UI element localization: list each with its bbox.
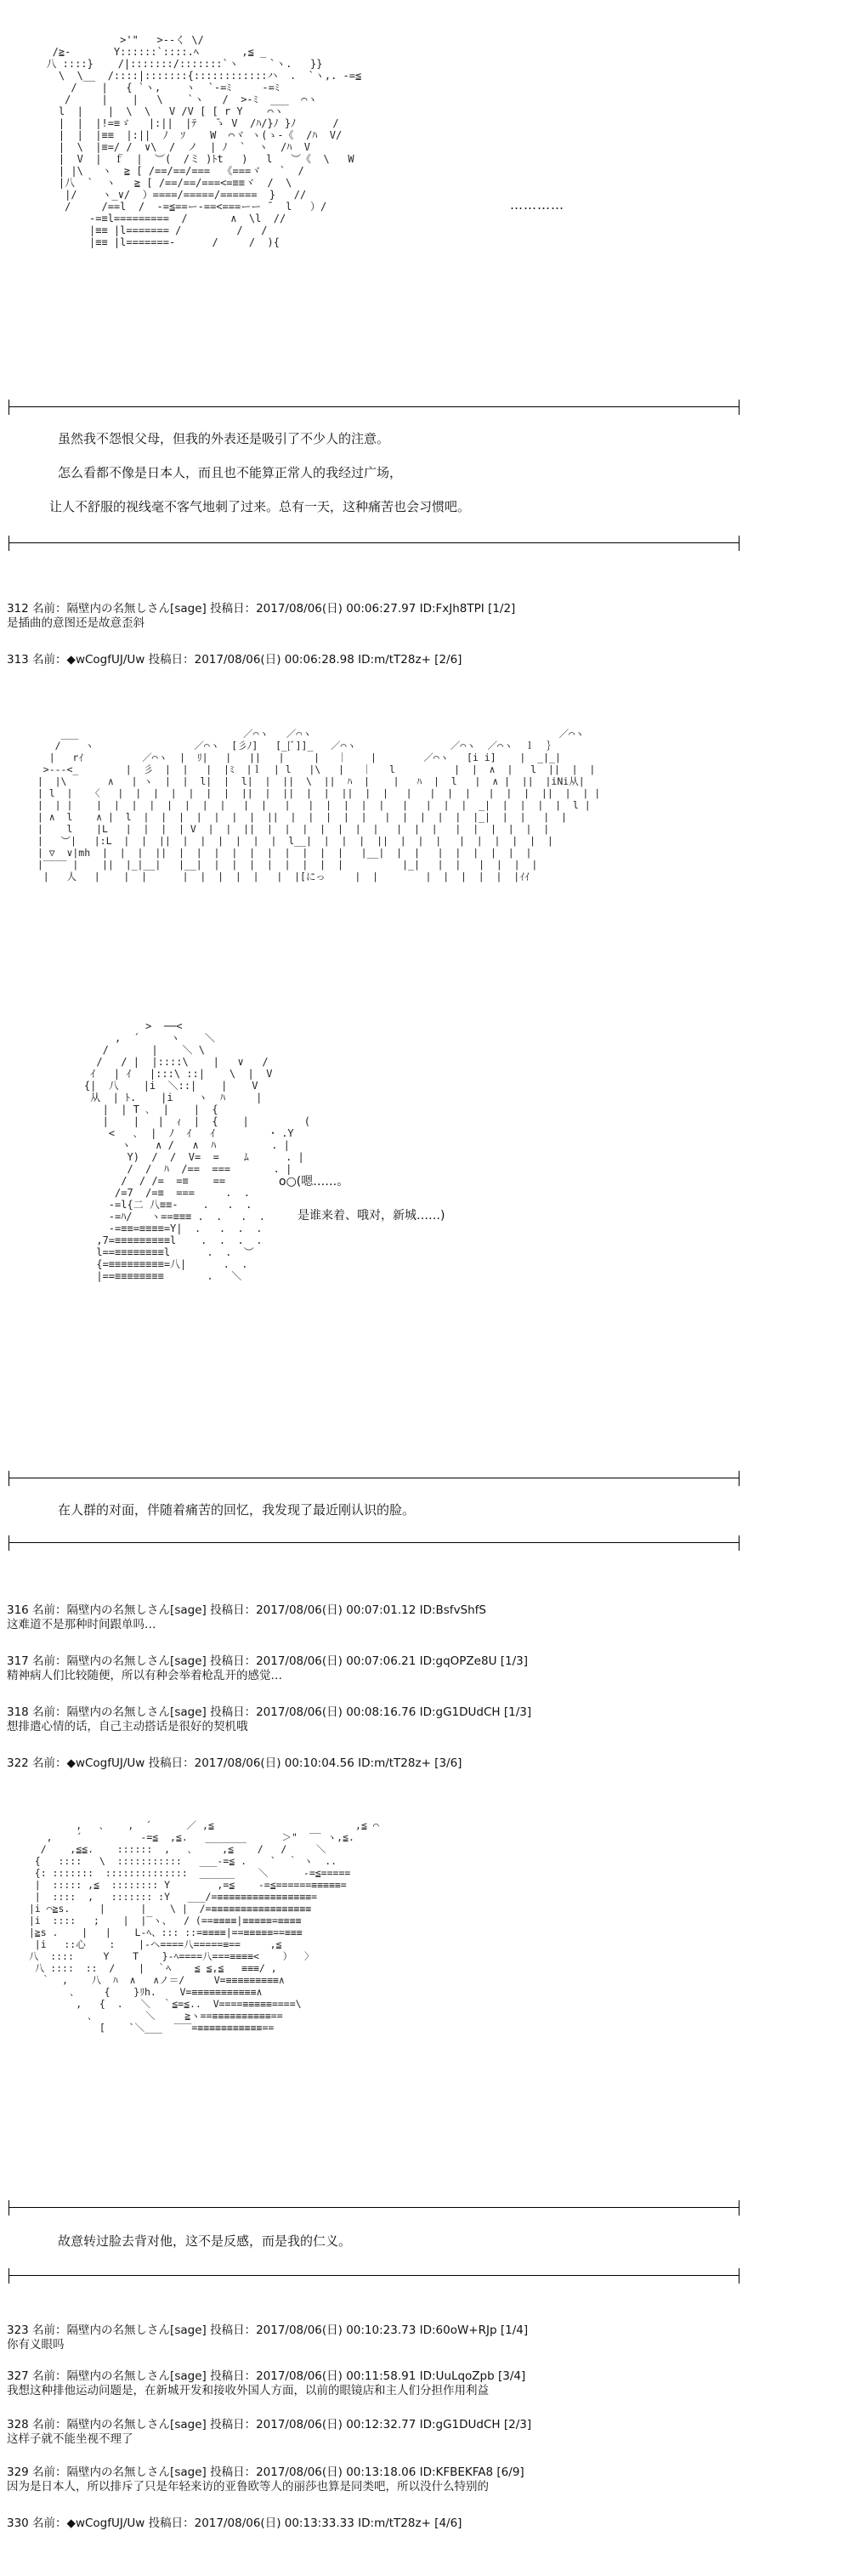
- post-header: 322 名前：◆wCogfUJ/Uw 投稿日：2017/08/06(日) 00:10:04.56 ID:m/tT28z+ [3/6]: [7, 1756, 462, 1770]
- forum-post: [7, 1654, 755, 1683]
- narration-line: 怎么看都不像是日本人，而且也不能算正常人的我经过广场，: [58, 465, 403, 480]
- post-body: 你有义眼吗: [7, 2338, 65, 2352]
- ascii-art-scene-1: >'" >--く \/ /≧- Y::::::`::::.ﾍ ,≦ _ 八 ::::} /|:::::::/:::::::`ヽ `ヽ. }} \ \__ /::::|:::::::{::::::::::::ハ . `ヽ,. -=≦ / | { `ヽ, ヽ `-=ﾐ -=ﾐ / | | \ `ヽ / >-ﾐ ___ ⌒ヽ l | | \ \ V /V [ [ r Y ⌒ヽ | | |!=≡ゞ |:|| |ﾃ ̄ゝ V /ﾊ/}ﾉ }ﾉ / | | |≡≡ |:|| ﾉ ｿ W ⌒ヾ ヽ(ゝ-《 /ﾊ V/ | \ |≡=/ / ∨\ / ノ | ﾉ ` ヽ /ﾊ V | V | ｆ | ︶( /ミ )ﾄt ) l ︶《 \ W | |\ ヽ ≧ [ /==/==/=== 《===ヾ ` / |八 ` ヽ ≧ [ /==/==/===<=≡≡ヾ / \ |/ ヽ_∨/ ）====/=====/====== } // / /==l / -=≦==ー-==<===ーー ̄ l ）/ -=≡l========= / ∧ \l // |≡≡ |l======= / / / |≡≡ |l=======- / / ){: [46, 34, 362, 248]
- narration-line: 让人不舒服的视线毫不客气地刺了过来。总有一天，这种痛苦也会习惯吧。: [49, 499, 471, 514]
- narration-line: 故意转过脸去背对他，这不是反感，而是我的仁义。: [58, 2233, 352, 2249]
- post-header: 318 名前：隔壁内の名無しさん[sage] 投稿日：2017/08/06(日) 00:08:16.76 ID:gG1DUdCH [1/3]: [7, 1705, 532, 1719]
- post-body: 我想这种排他运动问题是，在新城开发和接收外国人方面，以前的眼镜店和主人们分担作用利益: [7, 2384, 489, 2397]
- post-body: 因为是日本人，所以排斥了只是年轻来访的亚鲁欧等人的丽莎也算是同类吧，所以没什么特别的: [7, 2480, 489, 2494]
- ascii-art-scene-2: > ──< , ´ ヽ ＼ / | ＼ \ / / | |::::\ | ∨ / ｲ | ｲ |:::\ ::| \ | V {| 八 |i ＼::| | V 从 | ﾄ. |i ヽ ﾊ | | | T ､ | | { | | | ｨ | { | ( < ､ | ﾉ ｲ ｲ ･ .Y ヽ ∧ / ∧ ﾊ . | Y) / / V= = ﾑ . | / / ﾊ /== === . | / / /= =≡ == /=7 /=≡ === . . -=l{二 八≡≡- . . . -=ﾊ/ ヽ==≡≡≡ . . . . -=≡≡=≡≡≡≡=Y| . . . . ,7=≡≡≡≡≡≡≡≡≡l . . . . l==≡≡≡≡≡≡≡≡l . . ︶ {=≡≡≡≡≡≡≡≡≡=八| . . |==≡≡≡≡≡≡≡≡ . ＼: [83, 1020, 310, 1282]
- forum-post: [7, 1756, 755, 1771]
- post-body: 这样子就不能坐视不理了: [7, 2432, 133, 2446]
- post-body: 精神病人们比较随便，所以有种会举着枪乱开的感觉…: [7, 1669, 282, 1682]
- post-body: 是插曲的意图还是故意歪斜: [7, 616, 144, 630]
- ascii-art-crowd: ___ ／⌒ヽ ／⌒ヽ ／⌒ヽ / ヽ ／⌒ヽ [彡ﾉ] [_[ﾞ]]_ ／⌒ヽ ／⌒ヽ ／⌒ヽ ｌ ｝ | rｲ ／⌒ヽ | ﾘ| | || | | ｜ | ／⌒ヽ [i i] | _|_| >---<_ | 彡 | | | |ﾐ |ｌ | l |\ | ｜ l | | ∧ | l || | | | |\ ∧ | ヽ | | l| | l| | || \ || ﾊ | | ﾊ | l | ∧ | || |iNi从| | l | 〈 | | | | | | | || | || | | || | | | | | | | | | || | | | | | | | | | | | | | | | | | | | | | | | | | | _| | | | | l | | ∧ l ∧ | l | | | | | | | || | | | | | | | | | | |_| | | | | | l |L | | | | V | | || | | | | | | | | | | | | | | | | | ︶| |:L | | || | | | | | | l__| | | | || | | | | | | | | | | ▽ ∨|mh | | | || | | | | | | | | | | |__| | | | | | | | | |‾‾‾‾ | || |_|__| |__| | | | | | | | | |_| | | | | | | | 人 | | | | | | | | | |[にっ | | | | | | | |ｲｲ: [37, 728, 601, 882]
- post-header: 323 名前：隔壁内の名無しさん[sage] 投稿日：2017/08/06(日) 00:10:23.73 ID:60oW+RJp [1/4]: [7, 2324, 529, 2337]
- post-header: 313 名前：◆wCogfUJ/Uw 投稿日：2017/08/06(日) 00:06:28.98 ID:m/tT28z+ [2/6]: [7, 653, 462, 667]
- post-body: 想排遣心情的话，自己主动搭话是很好的契机哦: [7, 1720, 248, 1733]
- post-header: 328 名前：隔壁内の名無しさん[sage] 投稿日：2017/08/06(日) 00:12:32.77 ID:gG1DUdCH [2/3]: [7, 2418, 532, 2431]
- forum-post: [7, 1603, 755, 1632]
- divider-rule: [8, 1471, 740, 1486]
- divider-rule: [8, 536, 740, 551]
- post-header: 329 名前：隔壁内の名無しさん[sage] 投稿日：2017/08/06(日) 00:13:18.06 ID:KFBEKFA8 [6/9]: [7, 2465, 524, 2479]
- divider-rule: [8, 400, 740, 415]
- post-header: 330 名前：◆wCogfUJ/Uw 投稿日：2017/08/06(日) 00:13:33.33 ID:m/tT28z+ [4/6]: [7, 2516, 462, 2530]
- forum-post: [7, 2465, 755, 2494]
- speech-text: 是谁来着、哦对，新城……): [298, 1209, 445, 1223]
- forum-post: [7, 2516, 755, 2531]
- divider-rule: [8, 2200, 740, 2216]
- post-body: 这难道不是那种时间跟单吗…: [7, 1618, 156, 1631]
- forum-post: [7, 653, 755, 667]
- post-header: 317 名前：隔壁内の名無しさん[sage] 投稿日：2017/08/06(日) 00:07:06.21 ID:gqOPZe8U [1/3]: [7, 1654, 528, 1668]
- post-header: 327 名前：隔壁内の名無しさん[sage] 投稿日：2017/08/06(日) 00:11:58.91 ID:UuLqoZpb [3/4]: [7, 2369, 526, 2383]
- ellipsis-text: …………: [510, 197, 564, 213]
- narration-line: 虽然我不怨恨父母，但我的外表还是吸引了不少人的注意。: [58, 431, 390, 446]
- forum-post: [7, 2418, 755, 2447]
- post-header: 316 名前：隔壁内の名無しさん[sage] 投稿日：2017/08/06(日) 00:07:01.12 ID:BsfvShfS: [7, 1603, 487, 1617]
- forum-post: [7, 1705, 755, 1734]
- divider-rule: [8, 2268, 740, 2284]
- ascii-art-scene-3: , ､ , ´ ／ ,≦ ,≦ ⌒ , ´ -=≦ ,≦. _______ ＞" ‾‾ ヽ,≦. / ,≦≦. :::::: , ､ ,≦ / / ＼ { :::: \ ::::::::::: ___-=≦ . ` ｀ ヽ .. {: ::::::: :::::::::::::: ______ ＼ -=≦===== | ::::: ,≦ :::::::: Y ,=≦ -=≦======≡≡≡≡≡= | :::: , ::::::: :Y ___/=≡≡≡≡≡≡≡≡≡≡≡≡≡≡≡≡= |i ⌒≧s. | | \ | /=≡≡≡≡≡≡≡≡≡≡≡≡≡≡≡≡≡ |i :::: ; | |‾ヽ、 / (==≡≡≡≡|≡≡≡≡≡=≡≡≡≡ |≧s . | | L-ﾍ、::: ::=≡≡≡≡|==≡≡≡≡≡==≡≡≡ |i ::心 : |-ヘ====八=====≡== ,≦ 八 :::: Y T }-ﾍ====八===≡≡≡≡< ） 〉 八 :::: :: / | ｀ﾍ ≦ ≦,≦ ≡≡≡/ , ｀ , 八 ﾊ ∧ ∧ノ＝/ V=≡≡≡≡≡≡≡≡≡∧ ､ { }ﾘh. V=≡≡≡≡≡≡≡≡≡≡≡∧ , { . ＼ ｀≦=≦.. V====≡≡≡≡≡====\ ､ ＼ ≧ヽ==≡≡≡≡≡≡≡≡≡≡== [ `＼___ ‾‾‾=≡≡≡≡≡≡≡≡≡≡≡==: [28, 1819, 379, 2034]
- forum-post: [7, 2369, 755, 2398]
- narration-line: 在人群的对面，伴随着痛苦的回忆，我发现了最近刚认识的脸。: [58, 1502, 416, 1518]
- divider-rule: [8, 1535, 740, 1551]
- post-header: 312 名前：隔壁内の名無しさん[sage] 投稿日：2017/08/06(日) 00:06:27.97 ID:FxJh8TPI [1/2]: [7, 602, 516, 616]
- thought-bubble: o○(嗯……。: [279, 1175, 349, 1189]
- forum-post: [7, 602, 755, 631]
- forum-post: [7, 2324, 755, 2352]
